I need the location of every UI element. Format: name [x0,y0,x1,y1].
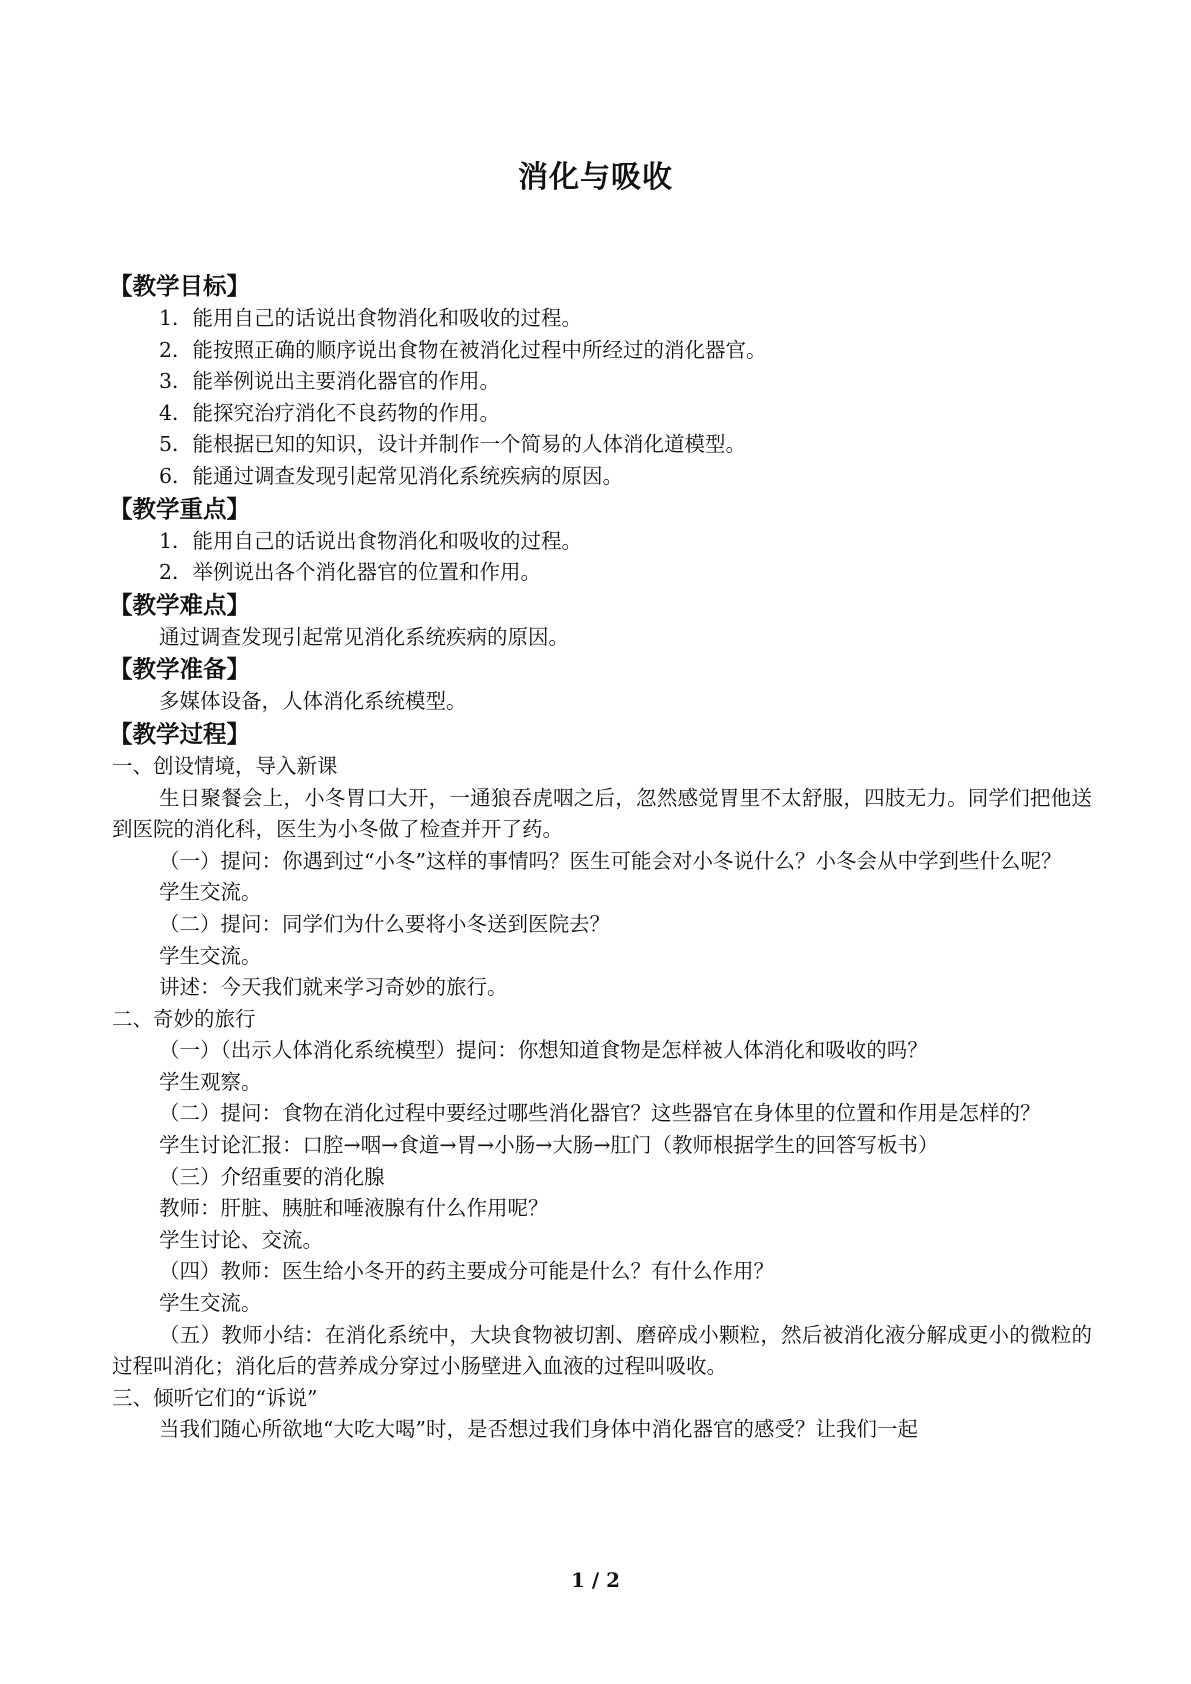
section-heading-key-points: 【教学重点】 [109,494,250,523]
section-heading-difficulties: 【教学难点】 [109,590,250,619]
list-item: 4．能探究治疗消化不良药物的作用。 [159,400,501,425]
subsection-title: 一、创设情境，导入新课 [112,753,338,778]
paragraph: （一）提问：你遇到过“小冬”这样的事情吗？医生可能会对小冬说什么？小冬会从中学到些什么呢？ [159,848,1062,873]
paragraph: 讲述：今天我们就来学习奇妙的旅行。 [159,975,508,1000]
subsection-title: 三、倾听它们的“诉说” [112,1385,318,1410]
page-title: 消化与吸收 [518,160,673,195]
section-heading-goals: 【教学目标】 [109,272,250,300]
paragraph: （五）教师小结：在消化系统中，大块食物被切割、磨碎成小颗粒，然后被消化液分解成更小的微粒的过程叫消化；消化后的营养成分穿过小肠壁进入血液的过程叫吸收。 [112,1322,1092,1379]
section-heading-process: 【教学过程】 [109,719,250,748]
list-item: 2．举例说出各个消化器官的位置和作用。 [159,560,542,585]
section-heading-preparation: 【教学准备】 [109,655,250,684]
paragraph: （一）（出示人体消化系统模型）提问：你想知道食物是怎样被人体消化和吸收的吗？ [159,1038,928,1063]
paragraph: 多媒体设备，人体消化系统模型。 [159,689,467,714]
list-item: 5．能根据已知的知识，设计并制作一个简易的人体消化道模型。 [159,432,747,457]
paragraph: （三）介绍重要的消化腺 [159,1164,385,1189]
paragraph: 生日聚餐会上，小冬胃口大开，一通狼吞虎咽之后，忽然感觉胃里不太舒服，四肢无力。同学们把他送到医院的消化科，医生为小冬做了检查并开了药。 [112,785,1092,842]
page-number: 1 / 2 [570,1568,621,1592]
subsection-title: 二、奇妙的旅行 [112,1006,256,1031]
paragraph: 通过调查发现引起常见消化系统疾病的原因。 [159,624,569,649]
list-item: 1．能用自己的话说出食物消化和吸收的过程。 [159,528,583,553]
paragraph: （二）提问：食物在消化过程中要经过哪些消化器官？这些器官在身体里的位置和作用是怎样的？ [159,1101,1041,1126]
paragraph: （二）提问：同学们为什么要将小冬送到医院去？ [159,911,610,936]
paragraph: 当我们随心所欲地“大吃大喝”时，是否想过我们身体中消化器官的感受？让我们一起 [159,1417,918,1442]
paragraph: 学生交流。 [159,1291,262,1316]
paragraph: 学生交流。 [159,943,262,968]
paragraph: 学生交流。 [159,880,262,905]
paragraph: （四）教师：医生给小冬开的药主要成分可能是什么？有什么作用？ [159,1259,774,1284]
paragraph: 教师：肝脏、胰脏和唾液腺有什么作用呢？ [159,1196,549,1221]
document-body [109,270,1092,1446]
list-item: 3．能举例说出主要消化器官的作用。 [159,369,501,394]
paragraph: 学生讨论汇报：口腔→咽→食道→胃→小肠→大肠→肛门（教师根据学生的回答写板书） [159,1133,939,1158]
list-item: 1．能用自己的话说出食物消化和吸收的过程。 [159,306,583,330]
list-item: 2．能按照正确的顺序说出食物在被消化过程中所经过的消化器官。 [159,337,767,362]
list-item: 6．能通过调查发现引起常见消化系统疾病的原因。 [159,463,624,488]
paragraph: 学生观察。 [159,1069,262,1094]
paragraph: 学生讨论、交流。 [159,1227,323,1252]
